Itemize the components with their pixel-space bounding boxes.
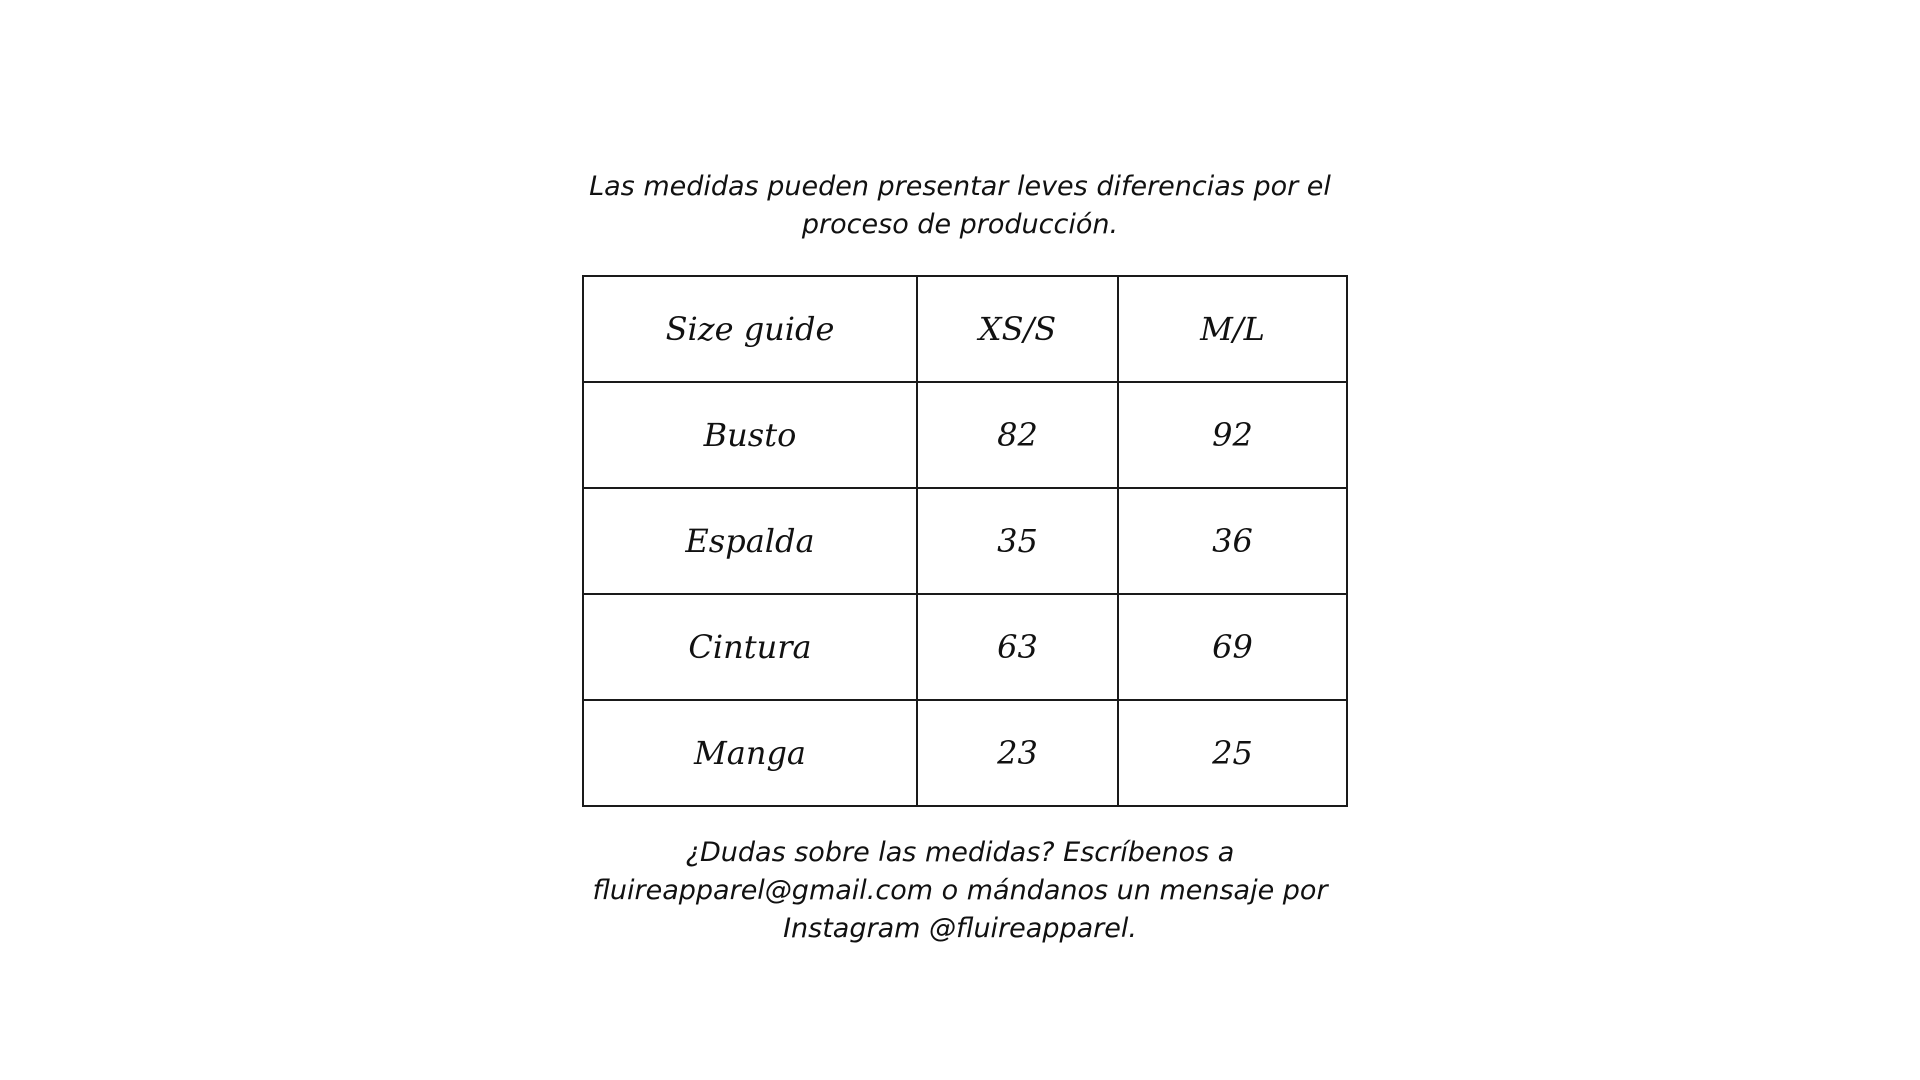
size-guide-table <box>582 275 1348 807</box>
contact-line-1: ¿Dudas sobre las medidas? Escríbenos a <box>685 837 1235 868</box>
disclaimer-line-1: Las medidas pueden presentar leves diferencias por el <box>589 171 1331 202</box>
cell-xs-s: 82 <box>917 382 1118 488</box>
cell-m-l: 92 <box>1118 382 1347 488</box>
table-row-busto <box>583 382 1347 488</box>
row-label: Cintura <box>583 594 917 700</box>
row-label: Busto <box>583 382 917 488</box>
cell-m-l: 25 <box>1118 700 1347 806</box>
header-xs-s: XS/S <box>917 276 1118 382</box>
table-header-row <box>583 276 1347 382</box>
cell-xs-s: 63 <box>917 594 1118 700</box>
cell-m-l: 69 <box>1118 594 1347 700</box>
row-label: Manga <box>583 700 917 806</box>
cell-m-l: 36 <box>1118 488 1347 594</box>
disclaimer-line-2: proceso de producción. <box>801 209 1119 240</box>
table-row-espalda <box>583 488 1347 594</box>
header-m-l: M/L <box>1118 276 1347 382</box>
cell-xs-s: 23 <box>917 700 1118 806</box>
contact-note <box>560 834 1360 948</box>
disclaimer-note <box>560 168 1360 244</box>
contact-line-3: Instagram @fluireapparel. <box>783 913 1137 944</box>
header-size-guide: Size guide <box>583 276 917 382</box>
cell-xs-s: 35 <box>917 488 1118 594</box>
table-row-cintura <box>583 594 1347 700</box>
table-row-manga <box>583 700 1347 806</box>
row-label: Espalda <box>583 488 917 594</box>
contact-line-2: fluireapparel@gmail.com o mándanos un mensaje por <box>592 875 1328 906</box>
